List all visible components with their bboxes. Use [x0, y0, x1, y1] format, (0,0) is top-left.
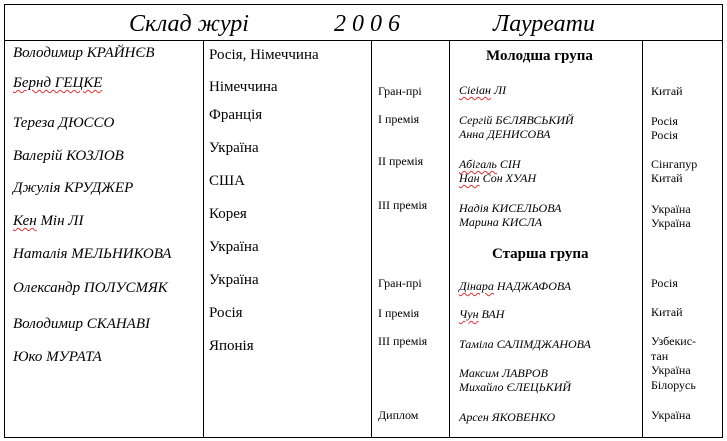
laureate-country: тан [651, 349, 669, 363]
award-label: ІІІ премія [378, 334, 428, 348]
laureate-name: Чун ВАН [459, 307, 505, 321]
laureate-name: Максим ЛАВРОВ [459, 366, 548, 380]
jury-country: Росія [209, 305, 243, 321]
column-divider-country [371, 40, 372, 438]
laureate-country: Росія [651, 114, 678, 128]
laureate-name-first: Чун [459, 307, 479, 321]
older-group-title: Старша група [492, 246, 589, 262]
jury-name: Джулія КРУДЖЕР [13, 180, 134, 196]
jury-name: Юко МУРАТА [13, 349, 102, 365]
jury-country: Німеччина [209, 79, 278, 95]
laureate-name: Надія КИСЕЛЬОВА [459, 201, 562, 215]
award-label: І премія [378, 112, 420, 126]
laureate-name: Сергій БЄЛЯВСЬКИЙ [459, 113, 574, 127]
laureate-name-first: Нан [459, 171, 480, 185]
laureate-country: Росія [651, 128, 678, 142]
column-divider-jury [203, 40, 204, 438]
laureate-country: Китай [651, 171, 683, 185]
award-label: ІІ премія [378, 154, 424, 168]
jury-name: Тереза ДЮССО [13, 115, 115, 131]
laureate-country: Сінгапур [651, 157, 698, 171]
header-divider [4, 40, 723, 41]
column-divider-laureate [642, 40, 643, 438]
laureate-country: Узбекис- [651, 334, 697, 348]
jury-name: Бернд ГЕЦКЕ [13, 75, 103, 91]
award-label: Гран-прі [378, 84, 422, 98]
laureate-country: Китай [651, 305, 683, 319]
jury-country: Україна [209, 272, 259, 288]
jury-name: Олександр ПОЛУСМЯК [13, 280, 168, 296]
jury-name: Володимир КРАЙНЄВ [13, 45, 155, 61]
award-label: І премія [378, 306, 420, 320]
jury-country: Україна [209, 140, 259, 156]
laureate-name: Марина КИСЛА [459, 215, 543, 229]
award-label: ІІІ премія [378, 198, 428, 212]
jury-name: Володимир СКАНАВІ [13, 316, 151, 332]
jury-country: США [209, 173, 245, 189]
laureate-name: Сіеіан ЛІ [459, 83, 507, 97]
jury-name: Валерій КОЗЛОВ [13, 148, 124, 164]
jury-country: Росія, Німеччина [209, 47, 319, 63]
jury-title: Склад журі [129, 11, 249, 37]
award-label: Гран-прі [378, 276, 422, 290]
jury-country: Україна [209, 239, 259, 255]
laureate-country: Україна [651, 216, 691, 230]
year: 2 0 0 6 [334, 11, 400, 37]
laureate-name: Нан Сон ХУАН [459, 171, 537, 185]
laureate-name-first: Абігаль [459, 157, 497, 171]
laureate-country: Україна [651, 363, 691, 377]
laureate-country: Росія [651, 276, 678, 290]
award-label: Диплом [378, 408, 419, 422]
laureate-name: Анна ДЕНИСОВА [459, 127, 551, 141]
laureate-name: Таміла САЛІМДЖАНОВА [459, 337, 591, 351]
jury-country: Франція [209, 107, 263, 123]
laureate-name: Дінара НАДЖАФОВА [459, 279, 572, 293]
laureate-name: Михайло ЄЛЕЦЬКИЙ [459, 380, 572, 394]
laureates-title: Лауреати [493, 11, 595, 37]
laureate-country: Китай [651, 84, 683, 98]
laureate-country: Україна [651, 408, 691, 422]
laureate-name: Абігаль СІН [459, 157, 521, 171]
laureate-country: Україна [651, 202, 691, 216]
younger-group-title: Молодша група [486, 48, 593, 64]
table-frame [4, 4, 723, 438]
jury-name: Наталія МЕЛЬНИКОВА [13, 246, 172, 262]
laureate-country: Білорусь [651, 378, 696, 392]
jury-country: Японія [209, 338, 254, 354]
laureate-name-first: Сіеіан [459, 83, 491, 97]
jury-name-first: Кен [13, 213, 37, 229]
jury-name: Кен Мін ЛІ [13, 213, 84, 229]
column-divider-award [449, 40, 450, 438]
laureate-name: Арсен ЯКОВЕНКО [459, 410, 556, 424]
laureate-name-first: Дінара [459, 279, 494, 293]
jury-country: Корея [209, 206, 247, 222]
